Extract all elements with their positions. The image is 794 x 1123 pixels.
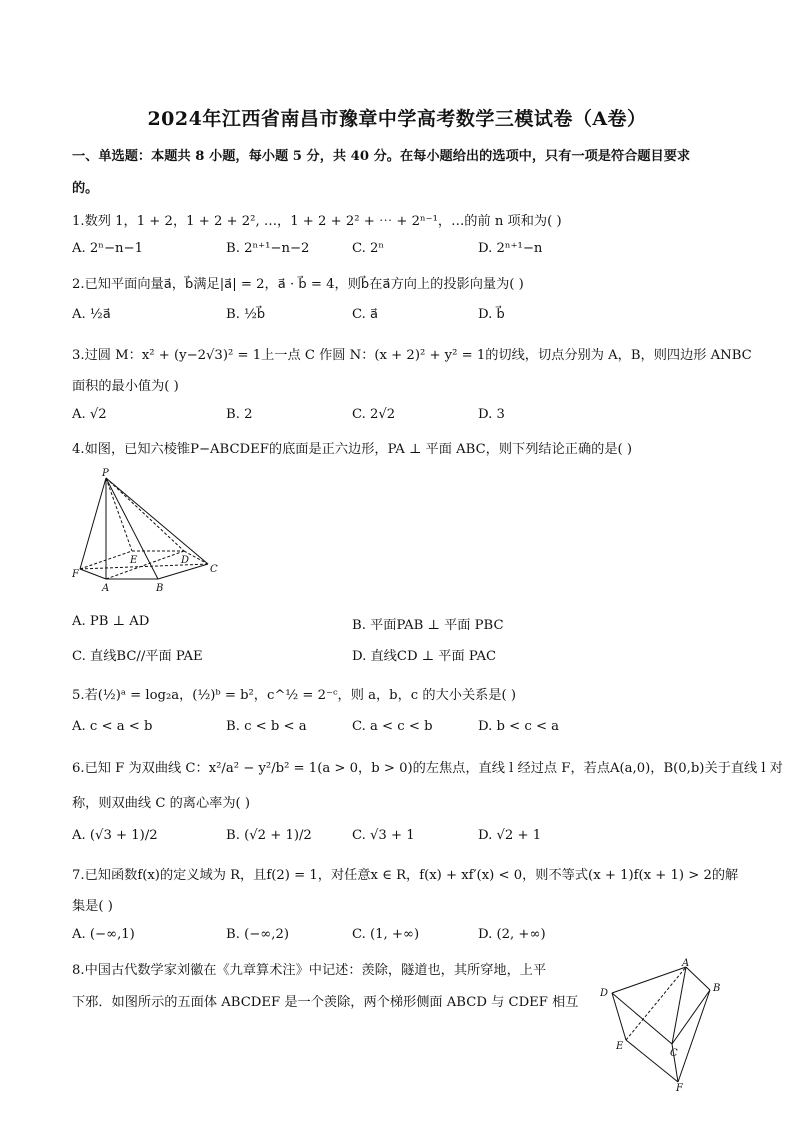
fig8-label-c: C: [670, 1048, 678, 1059]
question-1-stem: 1.数列 1，1 + 2，1 + 2 + 2², …，1 + 2 + 2² + ⋯ + 2ⁿ⁻¹，…的前 n 项和为( ): [72, 214, 562, 229]
question-6-stem-line1: 6.已知 F 为双曲线 C：x²/a² − y²/b² = 1(a > 0，b > 0)的左焦点，直线 l 经过点 F，若点A(a,0)，B(0,b)关于直线 l 对: [72, 761, 783, 776]
q2-option-d: D. b⃗: [478, 307, 505, 322]
q4-option-a: A. PB ⊥ AD: [72, 614, 150, 629]
q1-option-d: D. 2ⁿ⁺¹−n: [478, 241, 543, 256]
question-7-stem-line1: 7.已知函数f(x)的定义域为 R，且f(2) = 1，对任意x ∈ R，f(x) + xf′(x) < 0，则不等式(x + 1)f(x + 1) > 2的解: [72, 868, 739, 883]
q1-option-a: A. 2ⁿ−n−1: [72, 241, 143, 256]
fig4-label-c: C: [210, 564, 218, 575]
q7-option-a: A. (−∞,1): [72, 927, 135, 942]
section-header-line1: 一、单选题：本题共 8 小题，每小题 5 分，共 40 分。在每小题给出的选项中，只有一项是符合题目要求: [72, 149, 691, 164]
q7-option-d: D. (2, +∞): [478, 927, 546, 942]
figure-hexagonal-pyramid: [72, 466, 222, 596]
fig4-label-e: E: [130, 555, 138, 566]
question-6-stem-line2: 称，则双曲线 C 的离心率为( ): [72, 796, 251, 811]
q5-option-d: D. b < c < a: [478, 719, 560, 734]
q3-option-b: B. 2: [226, 407, 253, 422]
q7-option-c: C. (1, +∞): [352, 927, 420, 942]
fig4-label-a: A: [102, 583, 110, 594]
q6-option-d: D. √2 + 1: [478, 828, 542, 843]
q3-option-a: A. √2: [72, 407, 107, 422]
fig4-label-p: P: [102, 468, 109, 479]
q5-option-a: A. c < a < b: [72, 719, 153, 734]
question-4-stem: 4.如图，已知六棱锥P−ABCDEF的底面是正六边形，PA ⊥ 平面 ABC，则下列结论正确的是( ): [72, 442, 633, 457]
q6-option-a: A. (√3 + 1)/2: [72, 828, 158, 843]
q6-option-c: C. √3 + 1: [352, 828, 415, 843]
q5-option-c: C. a < c < b: [352, 719, 433, 734]
question-8-stem-line2: 下邪．如图所示的五面体 ABCDEF 是一个羡除，两个梯形侧面 ABCD 与 CDEF 相互: [72, 995, 579, 1010]
fig8-label-b: B: [713, 983, 721, 994]
fig8-label-e: E: [616, 1041, 624, 1052]
fig4-label-f: F: [72, 569, 79, 580]
q5-option-b: B. c < b < a: [226, 719, 307, 734]
question-3-stem-line1: 3.过圆 M：x² + (y−2√3)² = 1上一点 C 作圆 N：(x + 2)² + y² = 1的切线，切点分别为 A，B，则四边形 ANBC: [72, 348, 752, 363]
fig4-label-b: B: [156, 583, 164, 594]
fig8-label-d: D: [600, 988, 609, 999]
q2-option-b: B. ½b⃗: [226, 307, 266, 322]
q2-option-c: C. a⃗: [352, 307, 379, 322]
q7-option-b: B. (−∞,2): [226, 927, 289, 942]
q1-option-b: B. 2ⁿ⁺¹−n−2: [226, 241, 310, 256]
q4-option-c: C. 直线BC//平面 PAE: [72, 649, 203, 664]
fig8-label-a: A: [682, 958, 690, 969]
fig4-label-d: D: [181, 555, 190, 566]
q4-option-b: B. 平面PAB ⊥ 平面 PBC: [352, 618, 504, 633]
question-7-stem-line2: 集是( ): [72, 899, 113, 914]
question-5-stem: 5.若(½)ᵃ = log₂a，(½)ᵇ = b²，c^½ = 2⁻ᶜ，则 a，b，c 的大小关系是( ): [72, 688, 516, 703]
question-3-stem-line2: 面积的最小值为( ): [72, 379, 179, 394]
page-title: 2024年江西省南昌市豫章中学高考数学三模试卷（A卷）: [147, 108, 647, 130]
q4-option-d: D. 直线CD ⊥ 平面 PAC: [352, 649, 497, 664]
q6-option-b: B. (√2 + 1)/2: [226, 828, 312, 843]
fig8-label-f: F: [676, 1083, 683, 1094]
question-8-stem-line1: 8.中国古代数学家刘徽在《九章算术注》中记述：羡除，隧道也，其所穿地，上平: [72, 963, 547, 978]
question-2-stem: 2.已知平面向量a⃗，b⃗满足|a⃗| = 2，a⃗ · b⃗ = 4，则b⃗在a⃗方向上的投影向量为( ): [72, 277, 524, 292]
q2-option-a: A. ½a⃗: [72, 307, 111, 322]
q3-option-d: D. 3: [478, 407, 505, 422]
section-header-line2: 的。: [72, 181, 99, 196]
figure-five-faced-solid: [596, 955, 726, 1095]
q1-option-c: C. 2ⁿ: [352, 241, 385, 256]
q3-option-c: C. 2√2: [352, 407, 396, 422]
